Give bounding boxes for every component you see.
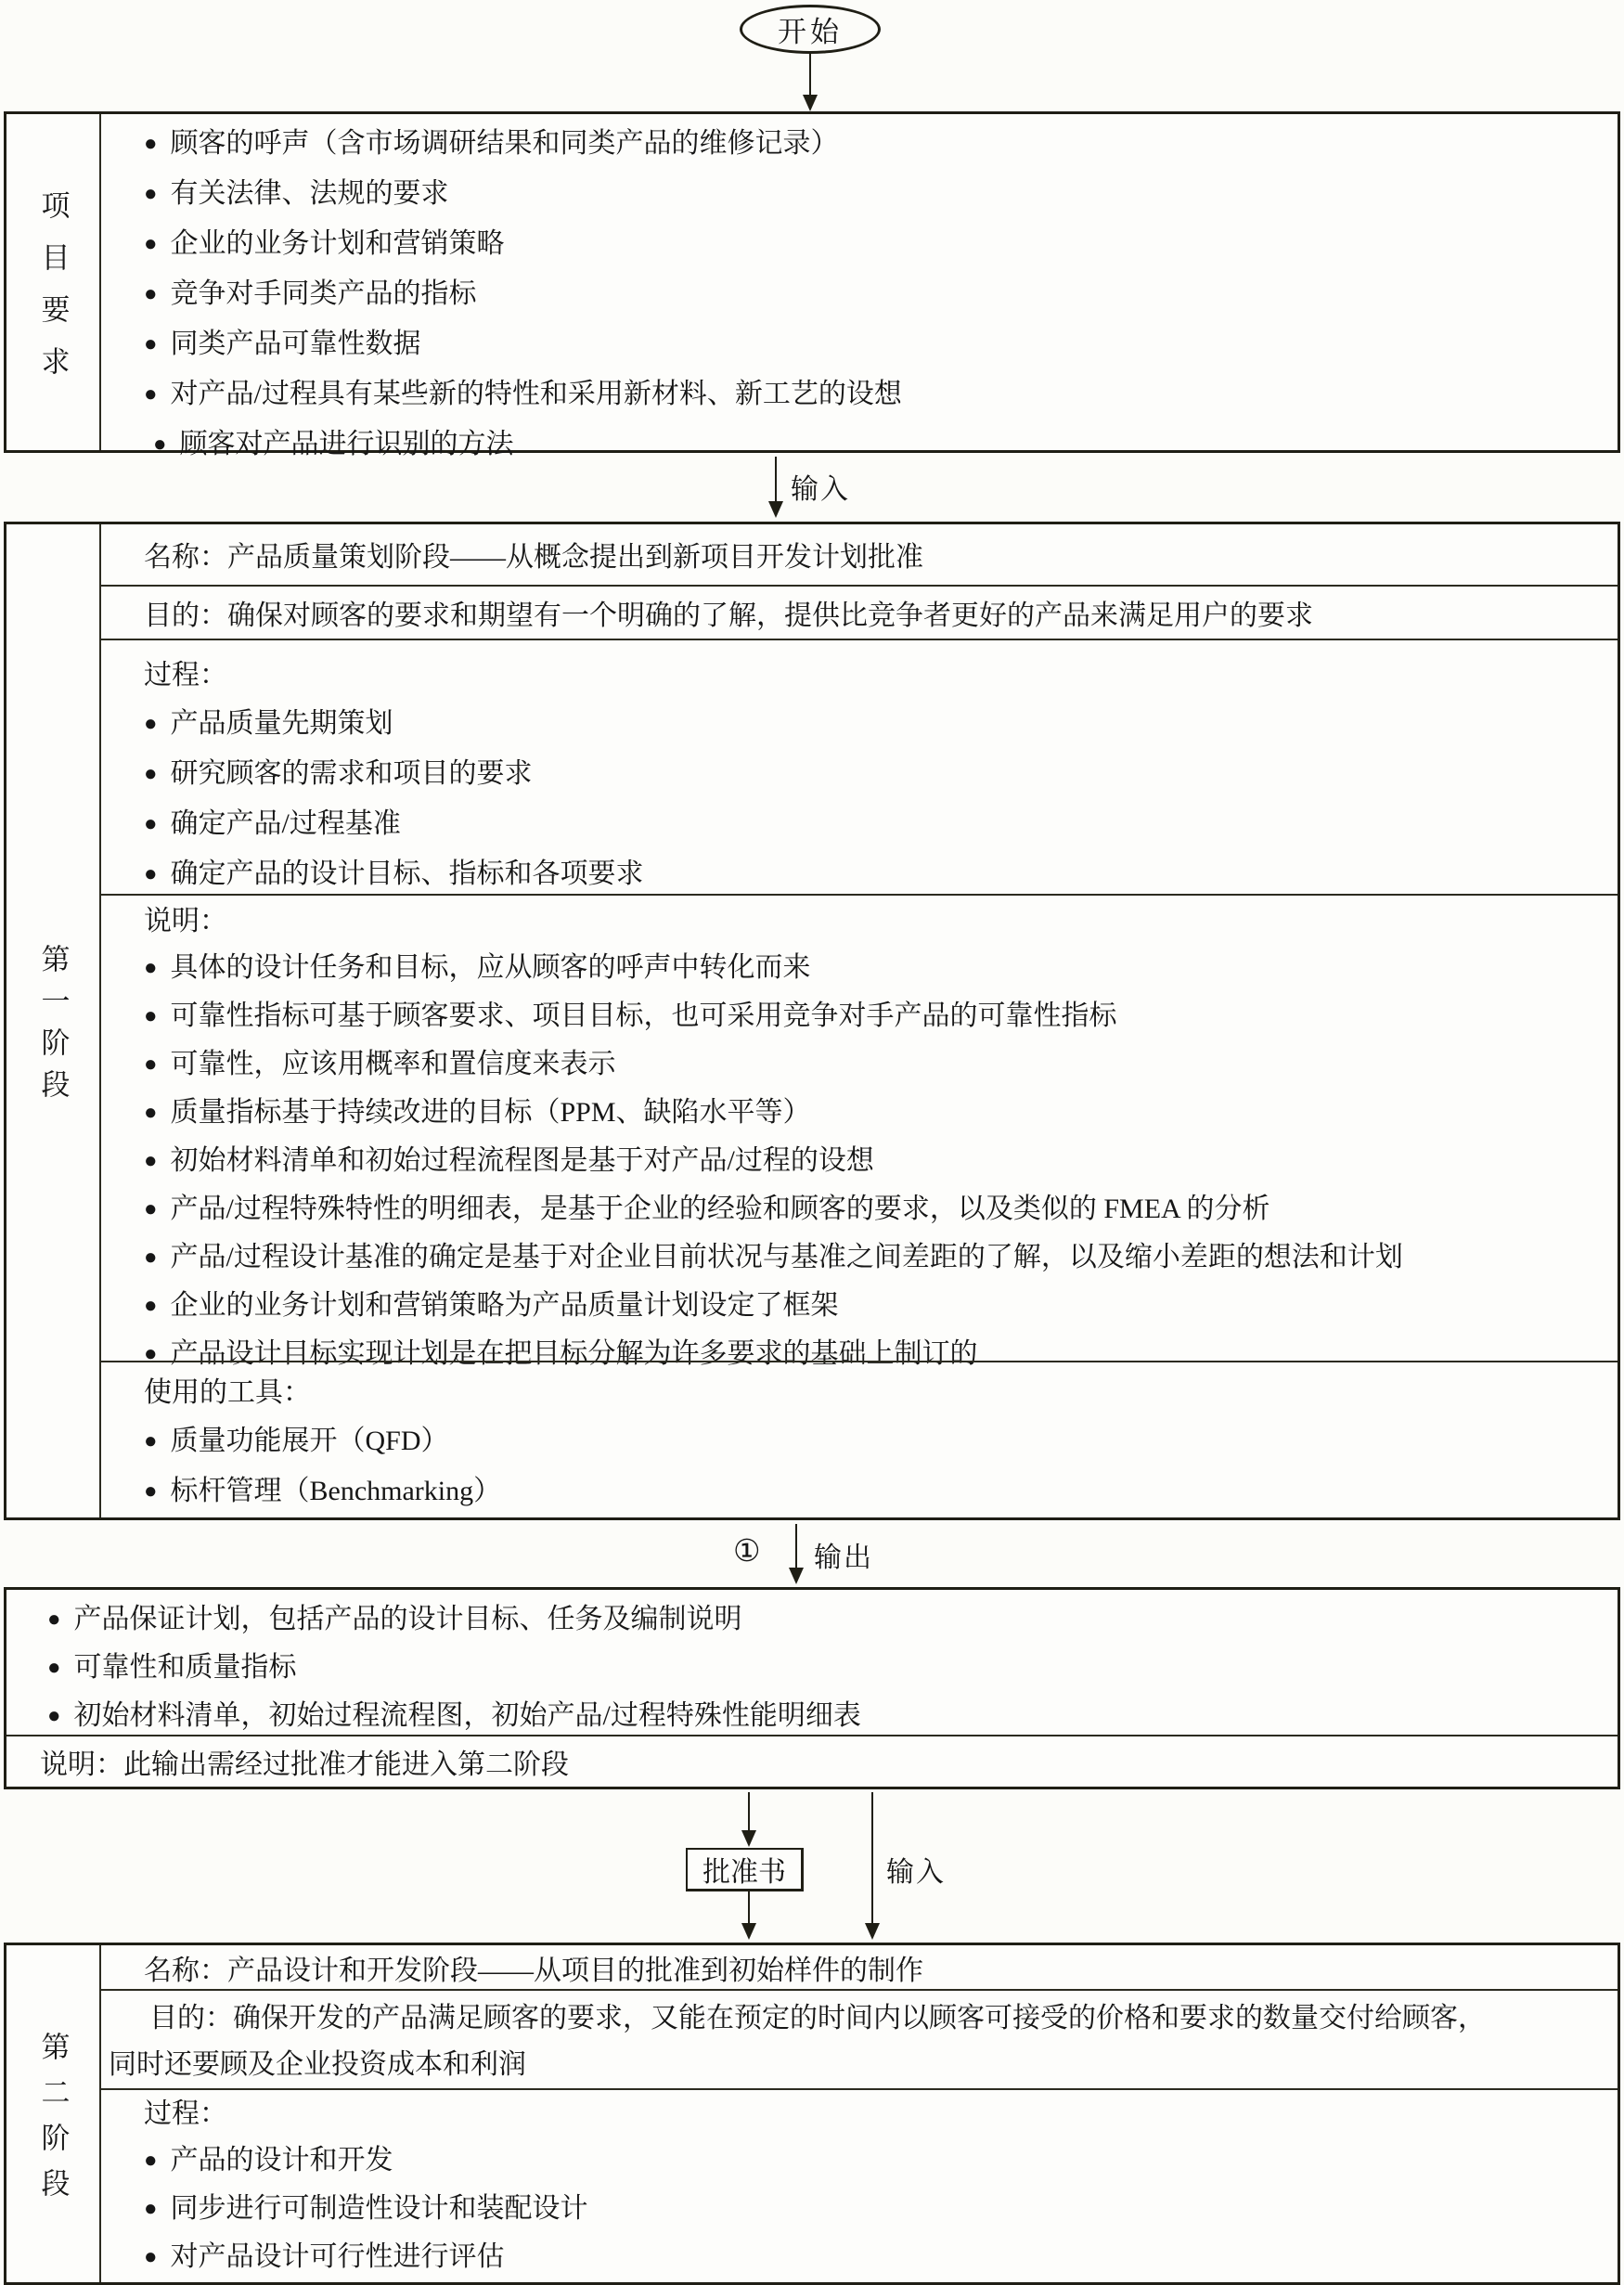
output-arrow-head [789, 1568, 804, 1584]
approval-box [686, 1848, 804, 1891]
start-arrow-line [809, 54, 811, 98]
phase1-tools-heading: 使用的工具： [144, 1377, 311, 1408]
phase1-process-section [101, 639, 1618, 894]
start-node [740, 5, 881, 54]
phase1-tools-section [101, 1361, 1618, 1517]
output-item: ● 产品保证计划，包括产品的设计目标、任务及编制说明 [47, 1596, 1618, 1645]
project-requirements-box [4, 111, 1620, 459]
phase2-purpose-line1: 目的：确保开发的产品满足顾客的要求，又能在预定的时间内以顾客可接受的价格和要求的数量交付给顾客， [149, 2003, 1486, 2033]
phase1-content [101, 524, 1618, 1517]
phase1-name-text: 名称：产品质量策划阶段——从概念提出到新项目开发计划批准 [144, 542, 923, 574]
requirement-item: ● 顾客的呼声（含市场调研结果和同类产品的维修记录） [144, 120, 1618, 170]
project-requirements-side-label: 项目要求 [36, 189, 70, 398]
phase1-output-note-text: 说明：此输出需经过批准才能进入第二阶段 [40, 1749, 569, 1780]
phase1-process-list [144, 700, 1618, 900]
input-arrow-top-head [768, 501, 783, 518]
project-requirements-list [101, 114, 1618, 471]
input-label-mid: 输入 [886, 1857, 946, 1888]
phase1-output-list [6, 1590, 1618, 1735]
phase1-name-row [101, 524, 1618, 585]
phase2-side-column [6, 1945, 101, 2282]
note-item: ● 质量指标基于持续改进的目标（PPM、缺陷水平等） [144, 1090, 1618, 1138]
tool-item: ● 标杆管理（Benchmarking） [144, 1467, 1618, 1517]
start-node-label: 开始 [778, 16, 843, 48]
requirement-item: ● 企业的业务计划和营销策略 [144, 220, 1618, 270]
phase2-purpose-row [101, 1989, 1618, 2088]
process-item: ● 研究顾客的需求和项目的要求 [144, 750, 1618, 800]
output-arrow-line [795, 1524, 797, 1569]
phase1-purpose-text: 目的：确保对顾客的要求和期望有一个明确的了解，提供比竞争者更好的产品来满足用户的要求 [144, 600, 1313, 631]
note-item: ● 产品/过程设计基准的确定是基于对企业目前状况与基准之间差距的了解，以及缩小差距的想法和计划 [144, 1234, 1618, 1283]
requirement-item: ● 对产品/过程具有某些新的特性和采用新材料、新工艺的设想 [144, 370, 1618, 420]
phase1-notes-section [101, 894, 1618, 1369]
tool-item: ● 质量功能展开（QFD） [144, 1417, 1618, 1467]
requirement-item: ● 有关法律、法规的要求 [144, 170, 1618, 220]
note-item: ● 可靠性，应该用概率和置信度来表示 [144, 1041, 1618, 1090]
process-item: ● 确定产品的设计目标、指标和各项要求 [144, 850, 1618, 900]
input-label-top: 输入 [791, 474, 850, 505]
note-item: ● 可靠性指标可基于顾客要求、项目目标，也可采用竞争对手产品的可靠性指标 [144, 993, 1618, 1041]
output-item: ● 可靠性和质量指标 [47, 1645, 1618, 1693]
note-item: ● 产品设计目标实现计划是在把目标分解为许多要求的基础上制订的 [144, 1331, 1618, 1379]
process-item: ● 产品质量先期策划 [144, 700, 1618, 750]
output-label: 输出 [814, 1543, 873, 1573]
process-item: ● 确定产品/过程基准 [144, 800, 1618, 850]
project-requirements-content [101, 114, 1618, 459]
phase1-box [4, 522, 1620, 1520]
input-arrow-mid-head [865, 1923, 880, 1940]
process-item: ● 对产品设计可行性进行评估 [144, 2234, 1618, 2282]
requirement-item: ● 同类产品可靠性数据 [144, 320, 1618, 370]
phase1-side-label: 第一阶段 [36, 944, 70, 1111]
phase2-name-text: 名称：产品设计和开发阶段——从项目的批准到初始样件的制作 [144, 1955, 923, 1986]
phase1-output-box [4, 1587, 1620, 1789]
output-item: ● 初始材料清单，初始过程流程图，初始产品/过程特殊性能明细表 [47, 1693, 1618, 1741]
output-step-marker: ① [733, 1535, 761, 1569]
process-item: ● 产品的设计和开发 [144, 2137, 1618, 2186]
phase1-output-note-row [6, 1735, 1618, 1787]
approval-arrow-bottom-line [748, 1891, 750, 1925]
approval-box-label: 批准书 [702, 1857, 786, 1888]
input-arrow-mid-line [871, 1792, 873, 1925]
phase1-side-column [6, 524, 101, 1517]
phase2-name-row [101, 1945, 1618, 1989]
approval-arrow-top-head [741, 1830, 756, 1847]
requirement-item: ● 竞争对手同类产品的指标 [144, 270, 1618, 320]
phase1-notes-heading: 说明： [144, 906, 227, 936]
note-item: ● 产品/过程特殊特性的明细表，是基于企业的经验和顾客的要求，以及类似的 FMEA 的分析 [144, 1186, 1618, 1234]
note-item: ● 初始材料清单和初始过程流程图是基于对产品/过程的设想 [144, 1138, 1618, 1186]
note-item: ● 企业的业务计划和营销策略为产品质量计划设定了框架 [144, 1283, 1618, 1331]
phase1-notes-list [144, 945, 1618, 1379]
phase1-tools-list [144, 1417, 1618, 1517]
input-arrow-top-line [775, 457, 777, 503]
phase2-purpose-line2: 同时还要顾及企业投资成本和利润 [109, 2049, 526, 2080]
process-item: ● 同步进行可制造性设计和装配设计 [144, 2186, 1618, 2234]
phase2-process-list [144, 2137, 1618, 2282]
phase1-purpose-row [101, 585, 1618, 639]
note-item: ● 具体的设计任务和目标，应从顾客的呼声中转化而来 [144, 945, 1618, 993]
approval-arrow-top-line [748, 1792, 750, 1831]
phase2-side-label: 第二阶段 [36, 2031, 70, 2214]
approval-arrow-bottom-head [741, 1923, 756, 1940]
project-requirements-side-column [6, 114, 101, 450]
phase1-process-heading: 过程： [144, 660, 227, 691]
phase2-content [101, 1945, 1618, 2282]
phase2-process-section [101, 2088, 1618, 2282]
phase2-process-heading: 过程： [144, 2098, 227, 2129]
requirement-item: ● 顾客对产品进行识别的方法 [144, 420, 1618, 471]
start-arrow-head [803, 95, 818, 111]
phase2-box [4, 1943, 1620, 2285]
